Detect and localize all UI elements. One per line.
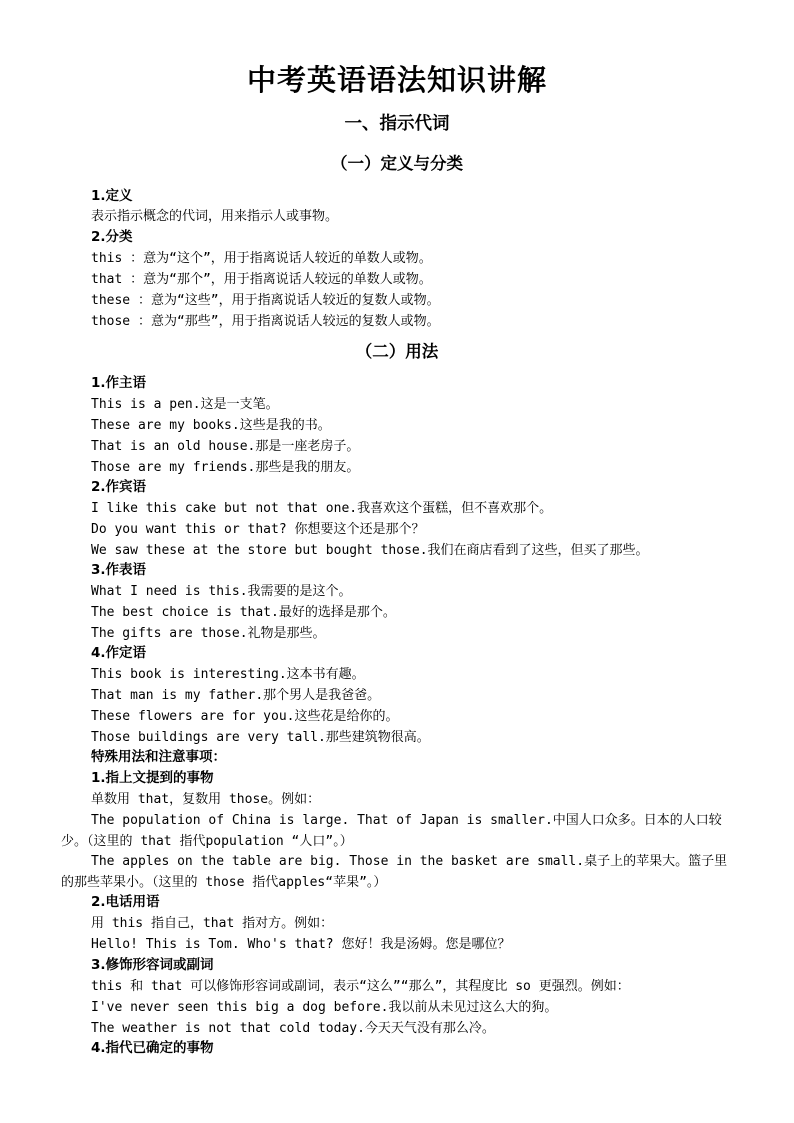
label-as-subject: 1.作主语 bbox=[91, 375, 147, 391]
label-as-attributive: 4.作定语 bbox=[91, 645, 147, 661]
object-example: I like this cake but not that one.我喜欢这个蛋糕，但不喜欢那个。 bbox=[91, 501, 553, 516]
classification-those: those ：意为“那些”，用于指离说话人较远的复数人或物。 bbox=[91, 314, 440, 329]
subject-example: Those are my friends.那些是我的朋友。 bbox=[91, 460, 360, 475]
phone-intro: 用 this 指自己，that 指对方。例如： bbox=[91, 916, 334, 931]
modify-example: I've never seen this big a dog before.我以前从未见过这么大的狗。 bbox=[91, 1000, 558, 1015]
label-definition: 1.定义 bbox=[91, 188, 133, 204]
attributive-example: That man is my father.那个男人是我爸爸。 bbox=[91, 688, 381, 703]
attributive-example: Those buildings are very tall.那些建筑物很高。 bbox=[91, 730, 430, 745]
predicative-example: The gifts are those.礼物是那些。 bbox=[91, 626, 326, 641]
subject-example: These are my books.这些是我的书。 bbox=[91, 418, 331, 433]
refer-example-paragraph: The population of China is large. That of Japan is smaller.中国人口众多。日本的人口较少。（这里的 that 指代population “人口”。） bbox=[61, 813, 722, 849]
label-definite-reference: 4.指代已确定的事物 bbox=[91, 1040, 214, 1056]
heading-definition-classification: （一）定义与分类 bbox=[331, 154, 463, 173]
label-refer-previous: 1.指上文提到的事物 bbox=[91, 770, 214, 786]
object-example: Do you want this or that? 你想要这个还是那个？ bbox=[91, 522, 425, 537]
refer-intro: 单数用 that，复数用 those。例如： bbox=[91, 792, 321, 807]
label-classification: 2.分类 bbox=[91, 229, 133, 245]
heading-special-usage: 特殊用法和注意事项： bbox=[91, 749, 226, 765]
predicative-example: What I need is this.我需要的是这个。 bbox=[91, 584, 352, 599]
subject-example: This is a pen.这是一支笔。 bbox=[91, 397, 279, 412]
heading-usage: （二）用法 bbox=[355, 342, 439, 361]
modify-example: The weather is not that cold today.今天天气没有那么冷。 bbox=[91, 1021, 495, 1036]
label-phone-usage: 2.电话用语 bbox=[91, 894, 160, 910]
subject-example: That is an old house.那是一座老房子。 bbox=[91, 439, 360, 454]
classification-that: that ：意为“那个”，用于指离说话人较远的单数人或物。 bbox=[91, 272, 432, 287]
classification-this: this ：意为“这个”，用于指离说话人较近的单数人或物。 bbox=[91, 251, 432, 266]
classification-these: these ：意为“这些”，用于指离说话人较近的复数人或物。 bbox=[91, 293, 440, 308]
object-example: We saw these at the store but bought those.我们在商店看到了这些，但买了那些。 bbox=[91, 543, 649, 558]
phone-example: Hello! This is Tom. Who's that? 您好！我是汤姆。您是哪位？ bbox=[91, 937, 511, 952]
attributive-example: These flowers are for you.这些花是给你的。 bbox=[91, 709, 399, 724]
label-as-predicative: 3.作表语 bbox=[91, 562, 147, 578]
modify-intro: this 和 that 可以修饰形容词或副词，表示“这么”“那么”，其程度比 so 更强烈。例如： bbox=[91, 979, 630, 994]
attributive-example: This book is interesting.这本书有趣。 bbox=[91, 667, 365, 682]
section-heading-demonstrative-pronouns: 一、指示代词 bbox=[344, 114, 450, 134]
label-as-object: 2.作宾语 bbox=[91, 479, 147, 495]
label-modify-adj-adv: 3.修饰形容词或副词 bbox=[91, 957, 214, 973]
predicative-example: The best choice is that.最好的选择是那个。 bbox=[91, 605, 396, 620]
refer-example-paragraph: The apples on the table are big. Those in the basket are small.桌子上的苹果大。篮子里的那些苹果小。（这里的 those 指代apples“苹果”。） bbox=[61, 854, 728, 890]
definition-text: 表示指示概念的代词，用来指示人或事物。 bbox=[91, 209, 339, 224]
page-title: 中考英语语法知识讲解 bbox=[246, 63, 547, 97]
